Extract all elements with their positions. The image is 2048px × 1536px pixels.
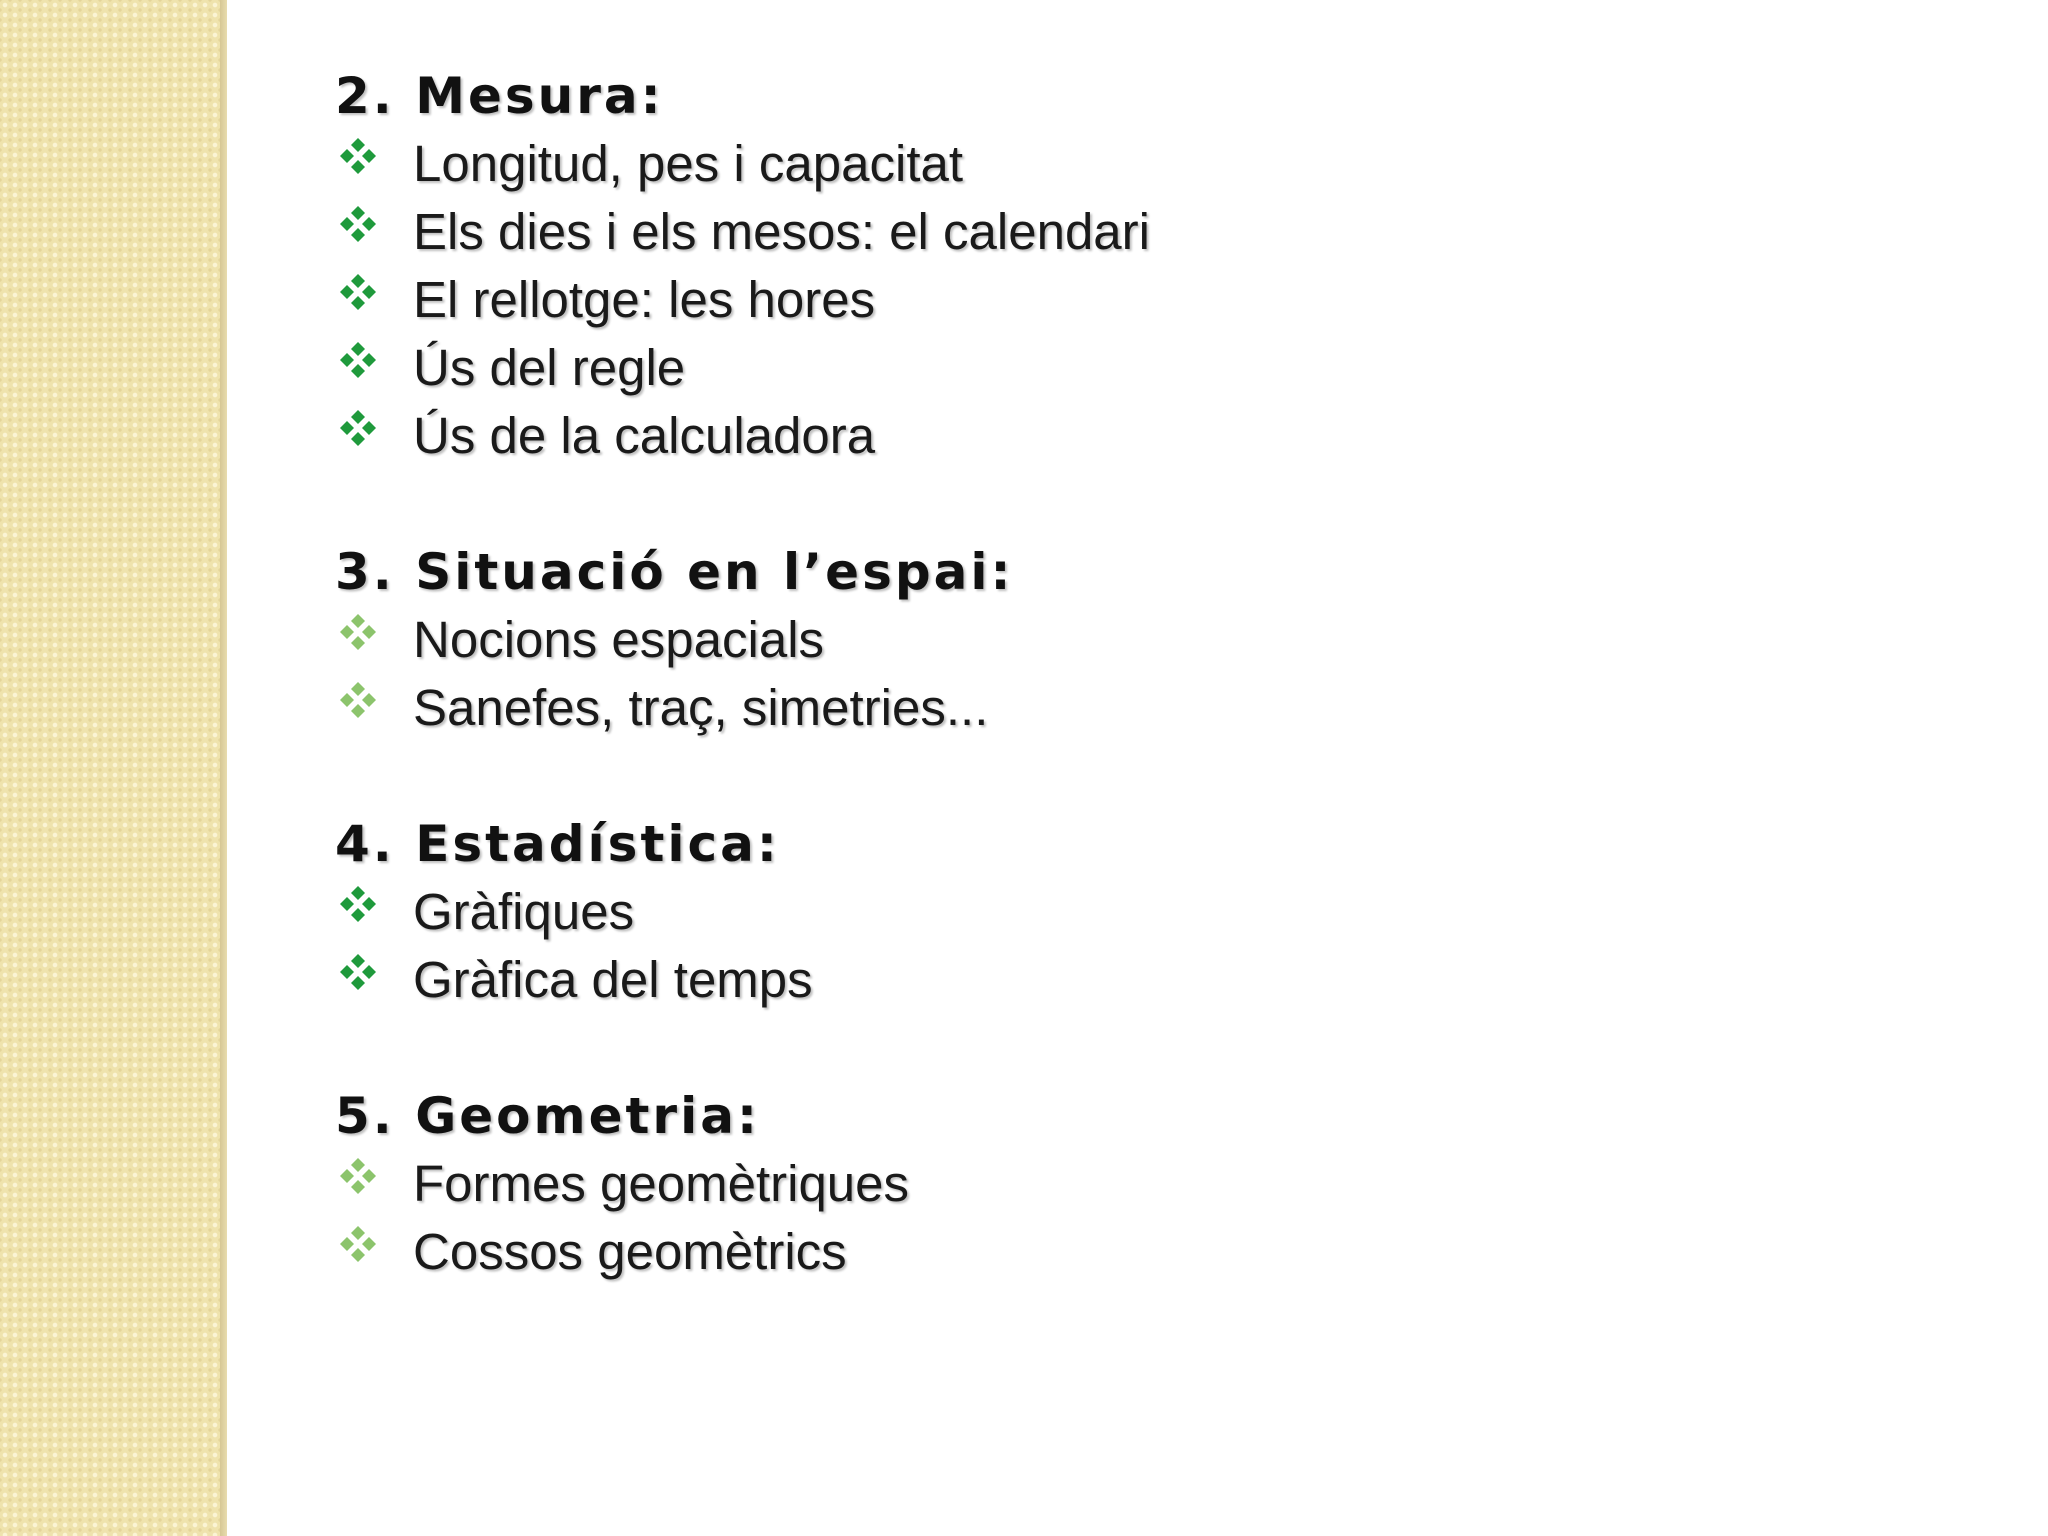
section-title: 3. Situació en l’espai: — [335, 543, 1014, 601]
list-item-text: Gràfiques — [413, 883, 635, 940]
list-item-text: Ús del regle — [413, 339, 686, 396]
item-list — [335, 130, 1935, 470]
list-item — [335, 266, 1935, 334]
diamond-bullet-icon — [335, 357, 413, 379]
list-item — [335, 674, 1935, 742]
list-item-text: Gràfica del temps — [413, 951, 813, 1008]
decorative-side-band — [0, 0, 220, 1536]
list-item-text: Formes geomètriques — [413, 1155, 910, 1212]
list-item — [335, 334, 1935, 402]
diamond-bullet-icon — [335, 1241, 413, 1263]
list-item — [335, 606, 1935, 674]
section-situacio — [335, 538, 1935, 742]
item-list — [335, 878, 1935, 1014]
section-mesura — [335, 62, 1935, 470]
list-item-text: Cossos geomètrics — [413, 1223, 847, 1280]
list-item — [335, 878, 1935, 946]
side-band-edge — [220, 0, 227, 1536]
item-list — [335, 606, 1935, 742]
list-item — [335, 1218, 1935, 1286]
diamond-bullet-icon — [335, 221, 413, 243]
diamond-bullet-icon — [335, 425, 413, 447]
diamond-bullet-icon — [335, 629, 413, 651]
diamond-bullet-icon — [335, 289, 413, 311]
list-item-text: Els dies i els mesos: el calendari — [413, 203, 1150, 260]
section-title: 2. Mesura: — [335, 67, 664, 125]
list-item-text: Nocions espacials — [413, 611, 825, 668]
list-item-text: Ús de la calculadora — [413, 407, 876, 464]
diamond-bullet-icon — [335, 697, 413, 719]
list-item — [335, 198, 1935, 266]
list-item — [335, 130, 1935, 198]
list-item — [335, 1150, 1935, 1218]
section-estadistica — [335, 810, 1935, 1014]
diamond-bullet-icon — [335, 969, 413, 991]
slide-content — [335, 62, 1935, 1286]
section-title: 4. Estadística: — [335, 815, 780, 873]
list-item — [335, 402, 1935, 470]
list-item-text: El rellotge: les hores — [413, 271, 876, 328]
section-geometria — [335, 1082, 1935, 1286]
list-item-text: Longitud, pes i capacitat — [413, 135, 964, 192]
item-list — [335, 1150, 1935, 1286]
list-item — [335, 946, 1935, 1014]
diamond-bullet-icon — [335, 153, 413, 175]
diamond-bullet-icon — [335, 901, 413, 923]
diamond-bullet-icon — [335, 1173, 413, 1195]
section-title: 5. Geometria: — [335, 1087, 760, 1145]
list-item-text: Sanefes, traç, simetries... — [413, 679, 989, 736]
